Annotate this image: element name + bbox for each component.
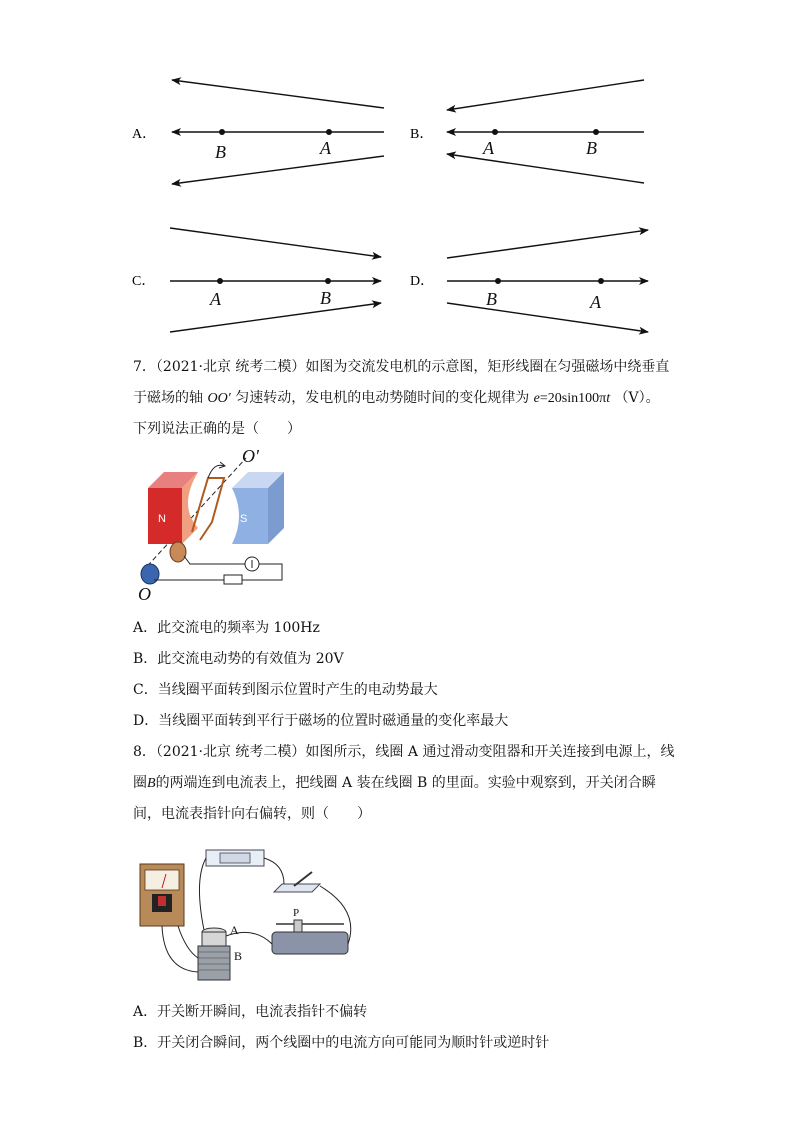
q7-option-c[interactable]: C．当线圈平面转到图示位置时产生的电动势最大 xyxy=(133,682,438,698)
point-label: A xyxy=(210,289,221,309)
resistor-icon xyxy=(224,575,242,584)
option-b-label: B． xyxy=(410,127,434,142)
q7-eq-symbol: e xyxy=(533,391,540,406)
point-dot xyxy=(217,278,223,284)
q7-stem-line-1: 7．（2021·北京 统考二模）如图为交流发电机的示意图，矩形线圈在匀强磁场中绕垂直 xyxy=(133,359,670,375)
q8-stem-line-1: 8．（2021·北京 统考二模）如图所示，线圈 A 通过滑动变阻器和开关连接到电源上，线 xyxy=(133,744,675,760)
coil-b-icon xyxy=(198,946,230,980)
q7-stem-line-2 xyxy=(133,388,660,409)
point-label: B xyxy=(586,138,597,158)
q7-option-b[interactable]: B．此交流电动势的有效值为 20V xyxy=(133,651,344,667)
point-dot xyxy=(598,278,604,284)
field-line-upper xyxy=(170,228,381,257)
option-c-label: C． xyxy=(132,274,156,289)
point-label: A xyxy=(590,292,601,312)
q7-axis-label: OO′ xyxy=(207,391,231,406)
option-c-diagram[interactable] xyxy=(132,228,381,332)
coil-b-label: B xyxy=(234,949,243,963)
option-a-diagram[interactable] xyxy=(132,80,384,184)
point-dot xyxy=(219,129,225,135)
q7-stem-text: 匀速转动，发电机的电动势随时间的变化规律为 xyxy=(235,390,530,406)
field-line-lower xyxy=(170,303,381,332)
point-dot xyxy=(495,278,501,284)
field-line-upper xyxy=(172,80,384,108)
q8-experiment-figure xyxy=(134,840,366,986)
q7-generator-figure xyxy=(128,448,298,608)
point-dot xyxy=(325,278,331,284)
option-a-label: A． xyxy=(132,127,157,142)
magnet-n-label: N xyxy=(158,513,166,525)
axis-label-top: O′ xyxy=(242,448,259,466)
q7-eq-var: t xyxy=(606,391,611,406)
point-dot xyxy=(492,129,498,135)
q7-stem-line-3: 下列说法正确的是（ ） xyxy=(133,421,301,437)
switch-icon xyxy=(274,884,320,892)
field-line-lower xyxy=(447,303,648,332)
q7-eq-unit: （V）。 xyxy=(614,390,660,406)
generator-illustration xyxy=(128,448,298,608)
q7-stem-text: 于磁场的轴 xyxy=(133,390,203,406)
field-line-lower xyxy=(447,154,644,183)
q8-stem-text: 的两端连到电流表上，把线圈 A 装在线圈 B 的里面。实验中观察到，开关闭合瞬 xyxy=(155,775,656,791)
slider-label: P xyxy=(293,907,300,919)
q8-option-b[interactable]: B．开关闭合瞬间，两个线圈中的电流方向可能同为顺时针或逆时针 xyxy=(133,1035,550,1051)
q6-diagrams xyxy=(0,60,794,350)
field-line-upper xyxy=(447,80,644,110)
wire xyxy=(178,926,198,958)
rheostat-icon xyxy=(272,932,348,954)
induction-apparatus-illustration xyxy=(134,840,366,986)
q8-stem-text: 圈 xyxy=(133,775,147,791)
rheostat-slider xyxy=(294,920,302,932)
option-d-label: D． xyxy=(410,274,435,289)
point-label: B xyxy=(486,289,497,309)
q7-option-d[interactable]: D．当线圈平面转到平行于磁场的位置时磁通量的变化率最大 xyxy=(133,713,509,729)
wire xyxy=(264,858,284,884)
magnet-s-front xyxy=(232,488,268,544)
q8-stem-line-3: 间，电流表指针向右偏转，则（ ） xyxy=(133,806,371,822)
slip-ring xyxy=(141,564,159,584)
option-d-diagram[interactable] xyxy=(410,230,648,332)
axis-label-bottom: O xyxy=(138,584,151,604)
point-label: A xyxy=(483,138,494,158)
field-line-upper xyxy=(447,230,648,258)
point-dot xyxy=(593,129,599,135)
q8-stem-line-2 xyxy=(133,773,656,794)
point-dot xyxy=(326,129,332,135)
slip-ring xyxy=(170,542,186,562)
wire xyxy=(226,932,272,944)
point-label: B xyxy=(320,288,331,308)
point-label: A xyxy=(320,138,331,158)
magnet-s-label: S xyxy=(240,513,248,525)
field-line-lower xyxy=(172,156,384,184)
q7-eq-body: =20sin100π xyxy=(539,391,607,406)
wire xyxy=(199,858,206,930)
coil-a-label: A xyxy=(230,923,239,937)
point-label: B xyxy=(215,142,226,162)
q6-options xyxy=(0,60,794,350)
q8-option-a[interactable]: A．开关断开瞬间，电流表指针不偏转 xyxy=(133,1004,368,1020)
option-b-diagram[interactable] xyxy=(410,80,644,183)
q7-option-a[interactable]: A．此交流电的频率为 100Hz xyxy=(133,620,320,636)
q8-coil-b-label: B xyxy=(147,776,156,791)
